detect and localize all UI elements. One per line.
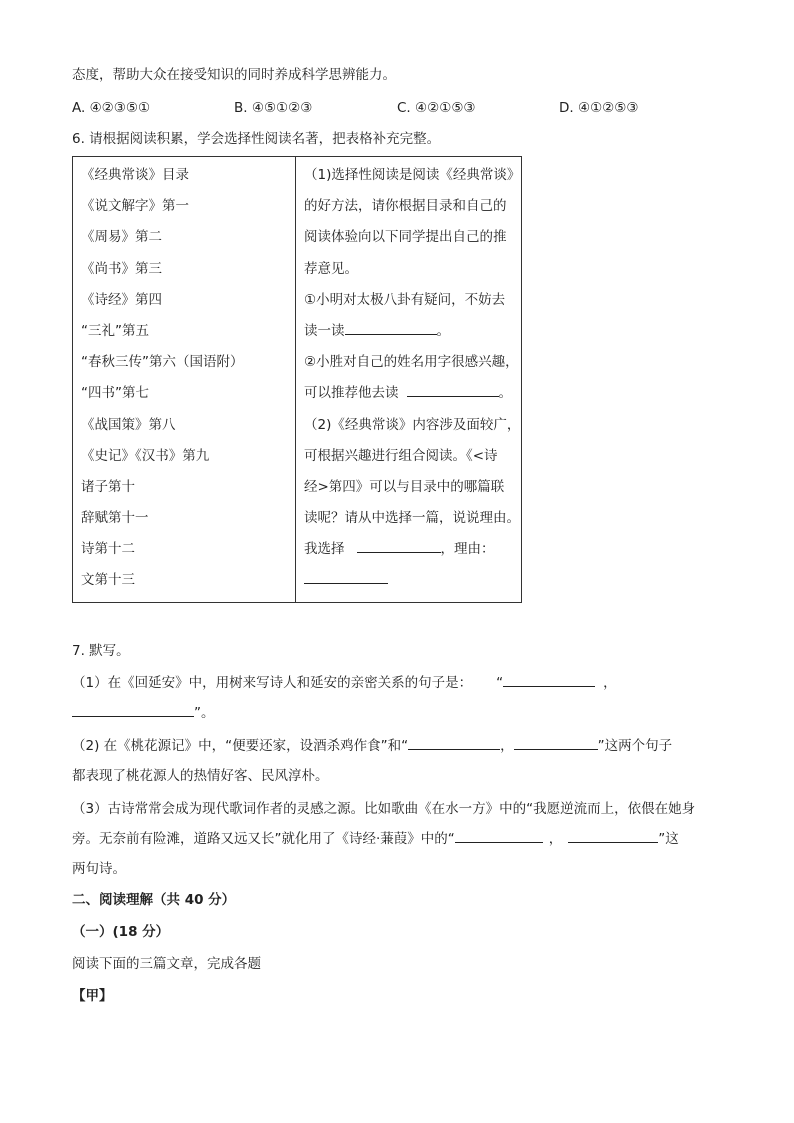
question-text: 读呢？请从中选择一篇，说说理由。 xyxy=(304,510,520,527)
question-text: ”这 xyxy=(658,831,679,847)
question-text: 可以推荐他去读 xyxy=(304,385,399,402)
option-b: B. ④⑤①②③ xyxy=(234,100,313,116)
q7-part3-line3: 两句诗。 xyxy=(72,861,126,877)
section2-title: 二、阅读理解（共 40 分） xyxy=(72,892,236,908)
question-text: （2)《经典常谈》内容涉及面较广， xyxy=(304,416,521,433)
question-text: （2) 在《桃花源记》中，“便要还家，设酒杀鸡作食”和“ xyxy=(72,738,409,754)
question-line-blank xyxy=(304,378,521,409)
answer-blank[interactable] xyxy=(455,830,543,843)
toc-item: 辞赋第十一 xyxy=(81,510,149,527)
comma: ， xyxy=(603,675,617,691)
q7-part3-line2 xyxy=(72,830,679,848)
toc-item: 《战国策》第八 xyxy=(81,416,176,433)
question-text: 。 xyxy=(498,385,512,402)
answer-blank[interactable] xyxy=(407,384,499,397)
open-quote: “ xyxy=(496,675,504,691)
toc-item: 《尚书》第三 xyxy=(81,260,162,277)
toc-item: 诸子第十 xyxy=(81,478,135,495)
section2-instruction: 阅读下面的三篇文章，完成各题 xyxy=(72,956,261,972)
q7-part3-line1: （3）古诗常常会成为现代歌词作者的灵感之源。比如歌曲《在水一方》中的“我愿逆流而上，依偎在她身 xyxy=(72,801,696,817)
toc-item: “春秋三传”第六（国语附） xyxy=(81,354,244,371)
toc-item: 诗第十二 xyxy=(81,541,135,558)
question-text: 。 xyxy=(436,322,450,339)
answer-blank[interactable] xyxy=(514,737,598,750)
question-cell xyxy=(296,157,522,603)
question-line-blank xyxy=(304,565,521,596)
question-text: 的好方法，请你根据目录和自己的 xyxy=(304,198,507,215)
option-c: C. ④②①⑤③ xyxy=(397,100,476,116)
question-text: ”这两个句子 xyxy=(597,738,673,754)
question-text: 我选择 xyxy=(304,541,345,558)
answer-blank[interactable] xyxy=(345,322,437,335)
intro-line: 态度，帮助大众在接受知识的同时养成科学思辨能力。 xyxy=(72,67,396,83)
q7-part1-line2 xyxy=(72,704,215,722)
question-text: 荐意见。 xyxy=(304,260,358,277)
q7-part2-line1 xyxy=(72,737,672,755)
question-text: 读一读 xyxy=(304,322,345,339)
question-text: ①小明对太极八卦有疑问，不妨去 xyxy=(304,291,506,308)
question-text: 阅读体验向以下同学提出自己的推 xyxy=(304,229,507,246)
question-line-blank xyxy=(304,534,521,565)
q7-title: 7. 默写。 xyxy=(72,643,130,659)
toc-item: “三礼”第五 xyxy=(81,322,149,339)
question-text: ，理由： xyxy=(440,541,495,558)
option-d: D. ④①②⑤③ xyxy=(559,100,639,116)
answer-blank[interactable] xyxy=(72,704,194,717)
toc-cell xyxy=(73,157,296,603)
passage-label: 【甲】 xyxy=(72,988,113,1004)
answer-blank[interactable] xyxy=(304,571,388,584)
answer-blank[interactable] xyxy=(357,540,441,553)
comma: ， xyxy=(500,738,514,754)
toc-item: 文第十三 xyxy=(81,572,135,589)
question-text: 可根据兴趣进行组合阅读。《<诗 xyxy=(304,447,498,464)
option-a: A. ④②③⑤① xyxy=(72,100,151,116)
toc-item: 《周易》第二 xyxy=(81,229,162,246)
question-text: 经>第四》可以与目录中的哪篇联 xyxy=(304,478,505,495)
answer-blank[interactable] xyxy=(568,830,658,843)
question-text: ②小胜对自己的姓名用字很感兴趣， xyxy=(304,354,519,371)
question-text: 旁。无奈前有险滩，道路又远又长”就化用了《诗经·蒹葭》中的“ xyxy=(72,831,455,847)
q6-prompt: 6. 请根据阅读积累，学会选择性阅读名著，把表格补充完整。 xyxy=(72,131,441,147)
close-quote: ”。 xyxy=(194,705,215,721)
section2-subtitle: （一）(18 分） xyxy=(72,924,170,940)
toc-item: 《经典常谈》目录 xyxy=(81,167,189,183)
toc-item: 《史记》《汉书》第九 xyxy=(81,447,210,464)
question-line-blank xyxy=(304,316,521,347)
question-text: （1)选择性阅读是阅读《经典常谈》 xyxy=(304,167,521,183)
comma: ， xyxy=(548,831,563,847)
answer-blank[interactable] xyxy=(408,737,500,750)
answer-blank[interactable] xyxy=(503,674,595,687)
q7-part2-line2: 都表现了桃花源人的热情好客、民风淳朴。 xyxy=(72,768,329,784)
question-text: （1）在《回延安》中，用树来写诗人和延安的亲密关系的句子是： xyxy=(72,675,473,691)
q7-part1-line1 xyxy=(72,674,617,692)
q6-table xyxy=(72,156,522,603)
toc-item: “四书”第七 xyxy=(81,385,149,402)
toc-item: 《诗经》第四 xyxy=(81,291,162,308)
toc-item: 《说文解字》第一 xyxy=(81,198,189,215)
